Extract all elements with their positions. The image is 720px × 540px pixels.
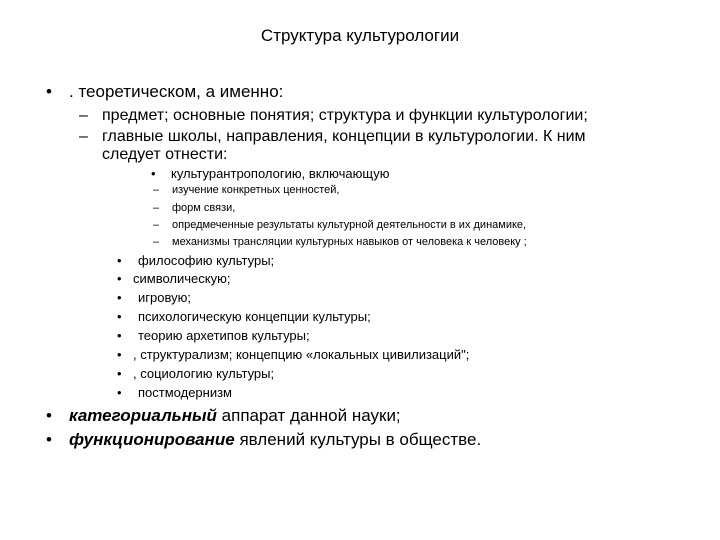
dash-marker: – xyxy=(153,202,160,214)
bullet-marker: • xyxy=(117,347,122,362)
bullet-marker: • xyxy=(117,328,122,343)
bullet-marker: • xyxy=(117,366,122,381)
dash-marker: – xyxy=(79,128,88,145)
bullet-marker: • xyxy=(117,290,122,305)
level4-item: опредмеченные результаты культурной деятельности в их динамике, xyxy=(172,219,527,231)
bullet-marker: • xyxy=(117,385,122,400)
emphasis-categorical: категориальный xyxy=(69,406,217,425)
level4-item: форм связи, xyxy=(172,202,236,214)
level3-item: психологическую концепции культуры; xyxy=(138,309,371,324)
level3-item: теорию архетипов культуры; xyxy=(138,328,310,343)
level3-item: , структурализм; концепцию «локальных цивилизаций"; xyxy=(133,347,470,362)
bullet-marker: • xyxy=(117,309,122,324)
bullet-marker: • xyxy=(117,253,122,268)
dash-marker: – xyxy=(79,107,88,124)
bullet-marker: • xyxy=(46,406,52,425)
dash-marker: – xyxy=(153,184,160,196)
dash-marker: – xyxy=(153,236,160,248)
sub-item-schools-line2: следует отнести: xyxy=(102,146,228,163)
sub-item-schools-line1: главные школы, направления, концепции в культурологии. К ним xyxy=(102,128,586,145)
level3-item: , социологию культуры; xyxy=(133,366,275,381)
emphasis-functioning: функционирование xyxy=(69,430,235,449)
bullet-categorical-text: аппарат данной науки; xyxy=(216,406,401,425)
level3-item: философию культуры; xyxy=(138,253,275,268)
slide-title: Структура культурологии xyxy=(260,26,460,45)
dash-marker: – xyxy=(153,219,160,231)
bullet-marker: • xyxy=(46,430,52,449)
level3-item: символическую; xyxy=(133,271,231,286)
level3-item: игровую; xyxy=(138,290,191,305)
bullet-marker: • xyxy=(151,166,156,181)
bullet-theoretical: . теоретическом, а именно: xyxy=(69,82,284,101)
bullet-marker: • xyxy=(117,271,122,286)
bullet-functioning-text: явлений культуры в обществе. xyxy=(234,430,482,449)
level4-item: механизмы трансляции культурных навыков от человека к человеку ; xyxy=(172,236,527,248)
sub-sub-item-cultural-anthropology: культурантропологию, включающую xyxy=(171,166,390,181)
bullet-functioning xyxy=(69,430,481,450)
bullet-categorical xyxy=(69,406,401,426)
sub-item-subject: предмет; основные понятия; структура и функции культурологии; xyxy=(102,107,588,124)
level3-item: постмодернизм xyxy=(138,385,232,400)
level4-item: изучение конкретных ценностей, xyxy=(172,184,340,196)
bullet-marker: • xyxy=(46,82,52,101)
